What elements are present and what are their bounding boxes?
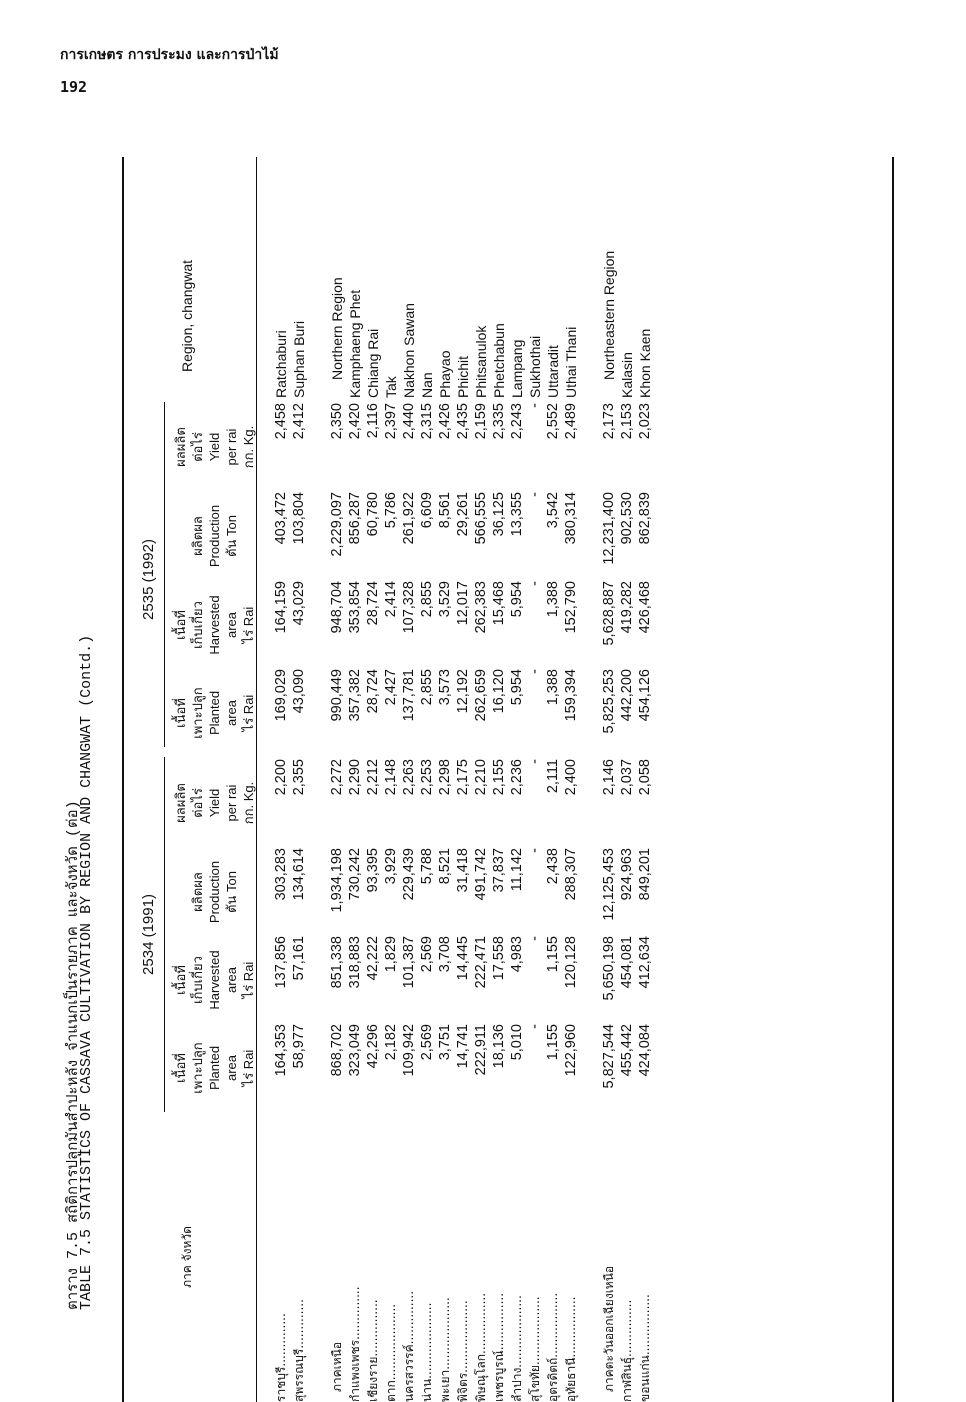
row-label-en: Uttaradit: [545, 345, 561, 398]
table-cell: 849,201: [637, 848, 653, 901]
table-cell: 3,929: [383, 848, 399, 885]
table-cell: 15,468: [491, 581, 507, 626]
table-cell: 5,650,198: [601, 936, 617, 1001]
table-cell: 14,741: [455, 1024, 471, 1069]
table-cell: 3,529: [437, 581, 453, 618]
table-cell: 107,328: [401, 581, 417, 634]
table-cell: 222,471: [473, 936, 489, 989]
table-title-th: ตาราง 7.5 สถิติการปลูกมันสำปะหลัง จำแนกเป็นรายภาค และจังหวัด (ต่อ): [65, 800, 82, 1310]
column-header-line: เพาะปลูก: [190, 687, 205, 739]
column-header: [172, 936, 257, 1024]
table-cell: 491,742: [473, 848, 489, 901]
column-header-line: Yield: [207, 788, 222, 818]
table-cell: 169,029: [273, 669, 289, 722]
row-label-en: Suphan Buri: [291, 320, 307, 398]
table-cell: 2,272: [329, 759, 345, 796]
row-label-en: Tak: [383, 376, 399, 398]
table-cell: 426,468: [637, 581, 653, 634]
table-cell: 134,614: [291, 848, 307, 901]
column-header-line: กก. Kg.: [241, 425, 256, 469]
table-cell: 5,827,544: [601, 1024, 617, 1089]
table-cell: 262,383: [473, 581, 489, 634]
table-cell: 5,954: [509, 669, 525, 706]
row-label-en: Uthai Thani: [563, 326, 579, 398]
col-region-th: ภาค จังหวัด: [180, 1226, 194, 1288]
table-cell: 152,790: [563, 581, 579, 634]
column-header-line: ตัน Ton: [224, 515, 239, 557]
table-cell: 419,282: [619, 581, 635, 634]
table-cell: -: [527, 759, 543, 764]
table-cell: 2,253: [419, 759, 435, 796]
table-cell: 93,395: [365, 848, 381, 893]
table-cell: 454,126: [637, 669, 653, 722]
table-cell: 2,397: [383, 403, 399, 440]
table-cell: 12,192: [455, 669, 471, 714]
table-cell: 2,438: [545, 848, 561, 885]
row-label-th: อุตรดิตถ์.................: [546, 1292, 560, 1402]
table-cell: 303,283: [273, 848, 289, 901]
table-cell: 380,314: [563, 492, 579, 545]
column-header-line: area: [224, 1054, 239, 1082]
table-cell: 164,353: [273, 1024, 289, 1077]
table-cell: 455,442: [619, 1024, 635, 1077]
table-cell: 2,263: [401, 759, 417, 796]
table-cell: 2,435: [455, 403, 471, 440]
table-cell: 137,781: [401, 669, 417, 722]
row-label-th: กำแพงเพชร..............: [348, 1286, 362, 1402]
row-label-en: Northeastern Region: [601, 250, 617, 380]
table-cell: 137,856: [273, 936, 289, 989]
table-cell: 566,555: [473, 492, 489, 545]
table-cell: 5,010: [509, 1024, 525, 1061]
table-cell: -: [527, 669, 543, 674]
table-cell: 4,983: [509, 936, 525, 973]
table-cell: 43,090: [291, 669, 307, 714]
row-label-th: อุทัยธานี................: [564, 1296, 578, 1402]
row-label-en: Chiang Rai: [365, 328, 381, 398]
column-header-line: ไร่ Rai: [241, 606, 256, 644]
column-header-line: per rai: [224, 428, 239, 466]
column-header-line: ตัน Ton: [224, 871, 239, 913]
rotated-table: [60, 157, 905, 1402]
table-cell: 288,307: [563, 848, 579, 901]
table-cell: 902,530: [619, 492, 635, 545]
table-cell: 2,426: [437, 403, 453, 440]
column-header-line: Harvested: [207, 950, 222, 1010]
table-cell: 261,922: [401, 492, 417, 545]
row-label-en: Northern Region: [329, 277, 345, 380]
row-label-th: สุพรรณบุรี.............: [292, 1299, 306, 1402]
table-cell: 442,200: [619, 669, 635, 722]
table-cell: 2,412: [291, 403, 307, 440]
table-cell: 2,037: [619, 759, 635, 796]
table-cell: 862,839: [637, 492, 653, 545]
table-cell: 262,659: [473, 669, 489, 722]
column-header-line: area: [224, 966, 239, 994]
row-label-en: Phitsanulok: [473, 325, 489, 398]
table-cell: 222,911: [473, 1024, 489, 1076]
page-number: 192: [60, 78, 88, 96]
row-label-th: พะเยา...................: [438, 1297, 452, 1402]
row-label-th: สุโขทัย..................: [528, 1296, 542, 1402]
table-cell: 229,439: [401, 848, 417, 901]
table-cell: 13,355: [509, 492, 525, 537]
top-rule: [122, 157, 124, 1402]
table-cell: -: [527, 936, 543, 941]
column-header-line: Planted: [207, 1045, 222, 1091]
table-cell: 2,146: [601, 759, 617, 796]
table-cell: 2,212: [365, 759, 381, 796]
table-cell: 3,708: [437, 936, 453, 973]
table-cell: -: [527, 403, 543, 408]
table-cell: 28,724: [365, 669, 381, 714]
table-cell: 2,855: [419, 669, 435, 706]
table-cell: 403,472: [273, 492, 289, 545]
column-header-line: [172, 848, 189, 936]
table-cell: 2,173: [601, 403, 617, 440]
table-cell: 948,704: [329, 581, 345, 634]
table-cell: 12,231,400: [601, 492, 617, 565]
table-cell: 318,883: [347, 936, 363, 989]
column-header-line: Yield: [207, 432, 222, 462]
row-label-th: เพชรบูรณ์...............: [492, 1292, 506, 1402]
table-cell: 2,552: [545, 403, 561, 440]
column-header-line: ผลิตผล: [190, 516, 205, 556]
year-1991: 2534 (1991): [140, 894, 157, 975]
table-cell: 28,724: [365, 581, 381, 626]
table-cell: 12,017: [455, 581, 471, 626]
table-cell: 159,394: [563, 669, 579, 722]
year-1992-rule: [164, 402, 165, 747]
table-cell: 2,400: [563, 759, 579, 796]
column-header-line: เก็บเกี่ยว: [190, 956, 205, 1004]
year-1991-rule: [164, 757, 165, 1112]
table-cell: 5,786: [383, 492, 399, 529]
column-header-line: เก็บเกี่ยว: [190, 601, 205, 649]
table-cell: 57,161: [291, 936, 307, 981]
table-cell: 17,558: [491, 936, 507, 981]
year-1992: 2535 (1992): [140, 539, 157, 620]
column-header-line: Production: [207, 860, 222, 924]
row-label-th: ภาคตะวันออกเฉียงเหนือ: [602, 1265, 616, 1392]
column-header-line: ไร่ Rai: [241, 1049, 256, 1087]
table-cell: 851,338: [329, 936, 345, 989]
table-cell: 103,804: [291, 492, 307, 545]
row-label-en: Nan: [419, 372, 435, 398]
table-cell: -: [527, 1024, 543, 1029]
table-cell: 2,335: [491, 403, 507, 440]
row-label-en: Kamphaeng Phet: [347, 289, 363, 398]
table-cell: 2,458: [273, 403, 289, 440]
table-cell: 2,182: [383, 1024, 399, 1061]
table-cell: 2,210: [473, 759, 489, 796]
table-cell: 2,420: [347, 403, 363, 440]
table-cell: 2,350: [329, 403, 345, 440]
table-cell: 14,445: [455, 936, 471, 981]
column-header-line: Production: [207, 504, 222, 568]
table-cell: 58,977: [291, 1024, 307, 1069]
row-label-th: ขอนแก่น................: [638, 1294, 652, 1402]
table-cell: 5,788: [419, 848, 435, 885]
column-header-line: ต่อไร่: [190, 788, 205, 818]
row-label-th: น่าน....................: [420, 1302, 434, 1402]
row-label-th: กาฬสินธุ์...............: [620, 1299, 634, 1402]
column-header-line: Planted: [207, 690, 222, 736]
col-region-en: Region, changwat: [179, 259, 195, 372]
row-label-en: Khon Kaen: [637, 328, 653, 398]
table-cell: 454,081: [619, 936, 635, 989]
table-title-en: TABLE 7.5 STATISTICS OF CASSAVA CULTIVATION BY REGION AND CHANGWAT (Contd.): [78, 634, 95, 1310]
column-header-line: [172, 492, 189, 580]
table-cell: 868,702: [329, 1024, 345, 1077]
table-cell: 29,261: [455, 492, 471, 537]
table-cell: 2,569: [419, 936, 435, 973]
row-label-th: ราชบุรี..............: [274, 1313, 288, 1402]
table-cell: 2,155: [491, 759, 507, 796]
column-header-line: per rai: [224, 784, 239, 822]
table-cell: 353,854: [347, 581, 363, 634]
row-label-en: Phayao: [437, 350, 453, 398]
table-cell: 2,290: [347, 759, 363, 796]
page-header-title: การเกษตร การประมง และการป่าไม้: [60, 47, 279, 63]
column-header-line: ผลิตผล: [190, 872, 205, 912]
table-cell: 2,236: [509, 759, 525, 796]
row-label-th: เชียงราย...............: [366, 1299, 380, 1402]
row-label-en: Nakhon Sawan: [401, 303, 417, 398]
column-header-line: เนื้อที่: [173, 610, 188, 640]
row-label-th: พิษณุโลก................: [474, 1292, 488, 1402]
table-cell: 1,934,198: [329, 848, 345, 913]
table-cell: 8,561: [437, 492, 453, 529]
column-header-line: เนื้อที่: [173, 965, 188, 995]
column-header-line: [240, 848, 257, 936]
bottom-rule: [892, 157, 894, 1402]
table-cell: 1,155: [545, 936, 561, 973]
table-cell: 37,837: [491, 848, 507, 893]
table-cell: 1,388: [545, 669, 561, 706]
table-cell: 164,159: [273, 581, 289, 634]
table-cell: 2,298: [437, 759, 453, 796]
table-cell: 730,242: [347, 848, 363, 901]
column-header-line: เพาะปลูก: [190, 1042, 205, 1094]
table-cell: 3,751: [437, 1024, 453, 1061]
column-header-line: ต่อไร่: [190, 432, 205, 462]
table-cell: 2,200: [273, 759, 289, 796]
table-cell: 2,175: [455, 759, 471, 796]
table-cell: 120,128: [563, 936, 579, 989]
table-cell: 3,542: [545, 492, 561, 529]
column-header: [172, 1024, 257, 1112]
column-header-line: ผลผลิต: [173, 783, 188, 823]
column-header: [172, 581, 257, 669]
row-label-en: Kalasin: [619, 352, 635, 398]
table-cell: 1,155: [545, 1024, 561, 1061]
column-header: [172, 492, 257, 580]
table-cell: 2,148: [383, 759, 399, 796]
table-cell: 36,125: [491, 492, 507, 537]
table-cell: -: [527, 848, 543, 853]
table-cell: 2,414: [383, 581, 399, 618]
column-header-line: [240, 492, 257, 580]
column-header-line: เนื้อที่: [173, 1053, 188, 1083]
table-cell: 43,029: [291, 581, 307, 626]
table-cell: 2,111: [545, 759, 561, 794]
table-cell: 122,960: [563, 1024, 579, 1077]
row-label-en: Ratchaburi: [273, 330, 289, 398]
column-header-line: area: [224, 699, 239, 727]
table-cell: 31,418: [455, 848, 471, 893]
column-header: [172, 848, 257, 936]
column-header: [172, 403, 257, 491]
table-cell: 924,963: [619, 848, 635, 901]
table-cell: 3,573: [437, 669, 453, 706]
column-header: [172, 759, 257, 847]
table-cell: 6,609: [419, 492, 435, 529]
table-cell: 2,243: [509, 403, 525, 440]
table-cell: 5,825,253: [601, 669, 617, 734]
table-cell: 2,023: [637, 403, 653, 440]
table-cell: 5,628,887: [601, 581, 617, 646]
table-cell: 2,153: [619, 403, 635, 440]
column-header-line: เนื้อที่: [173, 698, 188, 728]
column-header-line: ผลผลิต: [173, 427, 188, 467]
table-cell: 2,355: [291, 759, 307, 796]
column-header-line: area: [224, 611, 239, 639]
column-header-line: ไร่ Rai: [241, 961, 256, 999]
table-cell: 12,125,453: [601, 848, 617, 921]
table-cell: -: [527, 492, 543, 497]
table-cell: 60,780: [365, 492, 381, 537]
table-cell: 856,287: [347, 492, 363, 545]
table-cell: 5,954: [509, 581, 525, 618]
table-cell: 357,382: [347, 669, 363, 722]
row-label-en: Lampang: [509, 339, 525, 398]
row-label-th: ภาคเหนือ: [330, 1341, 344, 1392]
table-cell: 2,440: [401, 403, 417, 440]
column-header-line: ไร่ Rai: [241, 694, 256, 732]
table-cell: 1,829: [383, 936, 399, 973]
table-cell: 2,569: [419, 1024, 435, 1061]
row-label-en: Phetchabun: [491, 323, 507, 398]
column-header: [172, 669, 257, 757]
column-header-line: กก. Kg.: [241, 781, 256, 825]
table-cell: 2,058: [637, 759, 653, 796]
table-cell: 323,049: [347, 1024, 363, 1077]
table-cell: 42,222: [365, 936, 381, 981]
table-cell: 2,116: [365, 403, 381, 439]
table-cell: 2,159: [473, 403, 489, 440]
row-label-th: นครสวรรค์..............: [402, 1290, 416, 1402]
column-header-line: Harvested: [207, 595, 222, 655]
table-cell: 101,387: [401, 936, 417, 989]
table-cell: 424,084: [637, 1024, 653, 1077]
row-label-en: Sukhothai: [527, 335, 543, 398]
table-cell: 8,521: [437, 848, 453, 885]
table-cell: 2,427: [383, 669, 399, 706]
table-cell: 2,855: [419, 581, 435, 618]
table-cell: 1,388: [545, 581, 561, 618]
row-label-en: Phichit: [455, 355, 471, 398]
table-cell: 2,229,097: [329, 492, 345, 557]
table-cell: 16,120: [491, 669, 507, 714]
table-cell: 18,136: [491, 1024, 507, 1069]
row-label-th: ลำปาง...................: [510, 1295, 524, 1402]
table-cell: 990,449: [329, 669, 345, 722]
table-cell: 412,634: [637, 936, 653, 989]
table-cell: 109,942: [401, 1024, 417, 1077]
table-cell: 2,315: [419, 403, 435, 440]
table-cell: -: [527, 581, 543, 586]
row-label-th: พิจิตร...................: [456, 1300, 470, 1402]
row-label-th: ตาก....................: [384, 1303, 398, 1402]
table-cell: 2,489: [563, 403, 579, 440]
table-cell: 42,296: [365, 1024, 381, 1069]
table-cell: 11,142: [509, 848, 525, 892]
